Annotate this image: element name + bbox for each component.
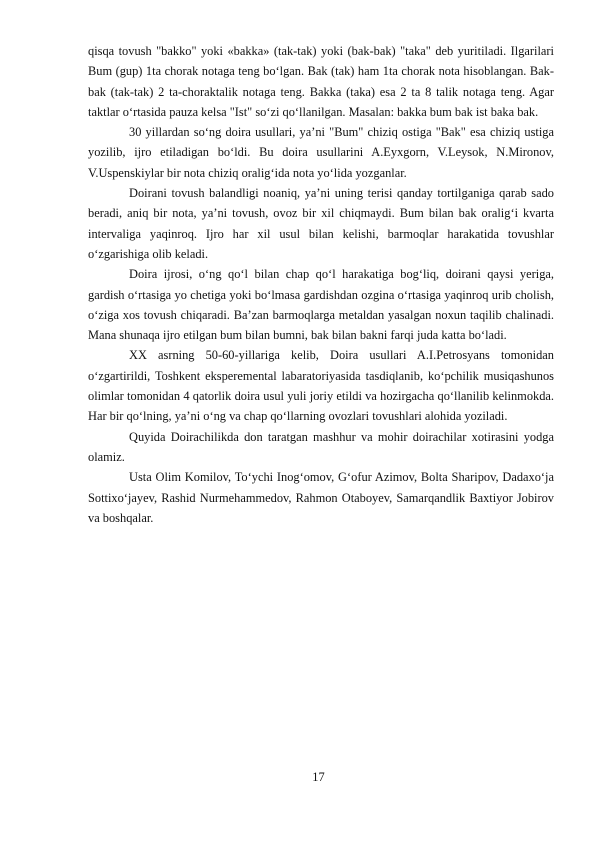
paragraph-pitch: Doirani tovush balandligi noaniq, ya’ni uning terisi qanday tortilganiga qarab sado beradi, aniq bir nota, ya’ni tovush, ovoz bir xil chiqmaydi. Bum bilan bak oralig‘i kvarta intervaliga yaqinroq. Ijro har xil usul bilan kelishi, barmoqlar harakatida tovushlar o‘zgarishiga olib keladi. — [88, 186, 554, 261]
paragraph-performance-technique: Doira ijrosi, o‘ng qo‘l bilan chap qo‘l harakatiga bog‘liq, doirani qaysi yeriga, gardish o‘rtasiga yo chetiga yoki bo‘lmasa gardishdan ozgina o‘rtasiga yaqinroq urib cholish, o‘ziga xos tovush chiqaradi. Ba’zan barmoqlarga metaldan yasalgan noxun taqilib chalinadi. Mana shunaqa ijro etilgan bum bilan bumni, bak bilan bakni farqi juda katta bo‘ladi. — [88, 267, 554, 343]
paragraph-famous-players: Usta Olim Komilov, To‘ychi Inog‘omov, G‘ofur Azimov, Bolta Sharipov, Dadaxo‘ja Sottixo‘jayev, Rashid Nurmehammedov, Rahmon Otaboyev, Samarqandlik Baxtiyor Jobirov va boshqalar. — [88, 470, 554, 525]
paragraph-rhythm-syllables: qisqa tovush "bakko" yoki «bakka» (tak-tak) yoki (bak-bak) "taka" deb yuritiladi. Ilgarilari Bum (gup) 1ta chorak notaga teng bo‘lgan. Bak (tak) ham 1ta chorak nota hisoblangan. Bak-bak (tak-tak) 2 ta-choraktalik notaga teng. Bakka (taka) esa 2 ta 8 talik notaga teng. Agar taktlar o‘rtasida pauza kelsa "Ist" so‘zi qo‘llanilgan. Masalan: bakka bum bak ist baka bak. — [88, 44, 554, 119]
paragraph-notation-history: 30 yillardan so‘ng doira usullari, ya’ni "Bum" chiziq ostiga "Bak" esa chiziq ustiga yozilib, ijro etiladigan bo‘ldi. Bu doira usullarini A.Eyxgorn, V.Leysok, N.Mironov, V.Uspenskiylar bir nota chiziq oralig‘ida nota yo‘lida yozganlar. — [88, 125, 554, 180]
paragraph-remembrance: Quyida Doirachilikda don taratgan mashhur va mohir doirachilar xotirasini yodga olamiz. — [88, 429, 554, 464]
paragraph-petrosyans-notation: XX asrning 50-60-yillariga kelib, Doira usullari A.I.Petrosyans tomonidan o‘zgartirildi, Toshkent eksperemental labaratoriyasida tasdiqlanib, ko‘pchilik musiqashunos olimlar tomonidan 4 qatorlik doira usul yuli joriy etildi va hozirgacha qo‘llanilib kelinmokda. Har bir qo‘lning, ya’ni o‘ng va chap qo‘llarning ovozlari tovushlari alohida yoziladi. — [88, 348, 554, 424]
page-body — [88, 41, 554, 528]
page-number: 17 — [312, 770, 325, 784]
